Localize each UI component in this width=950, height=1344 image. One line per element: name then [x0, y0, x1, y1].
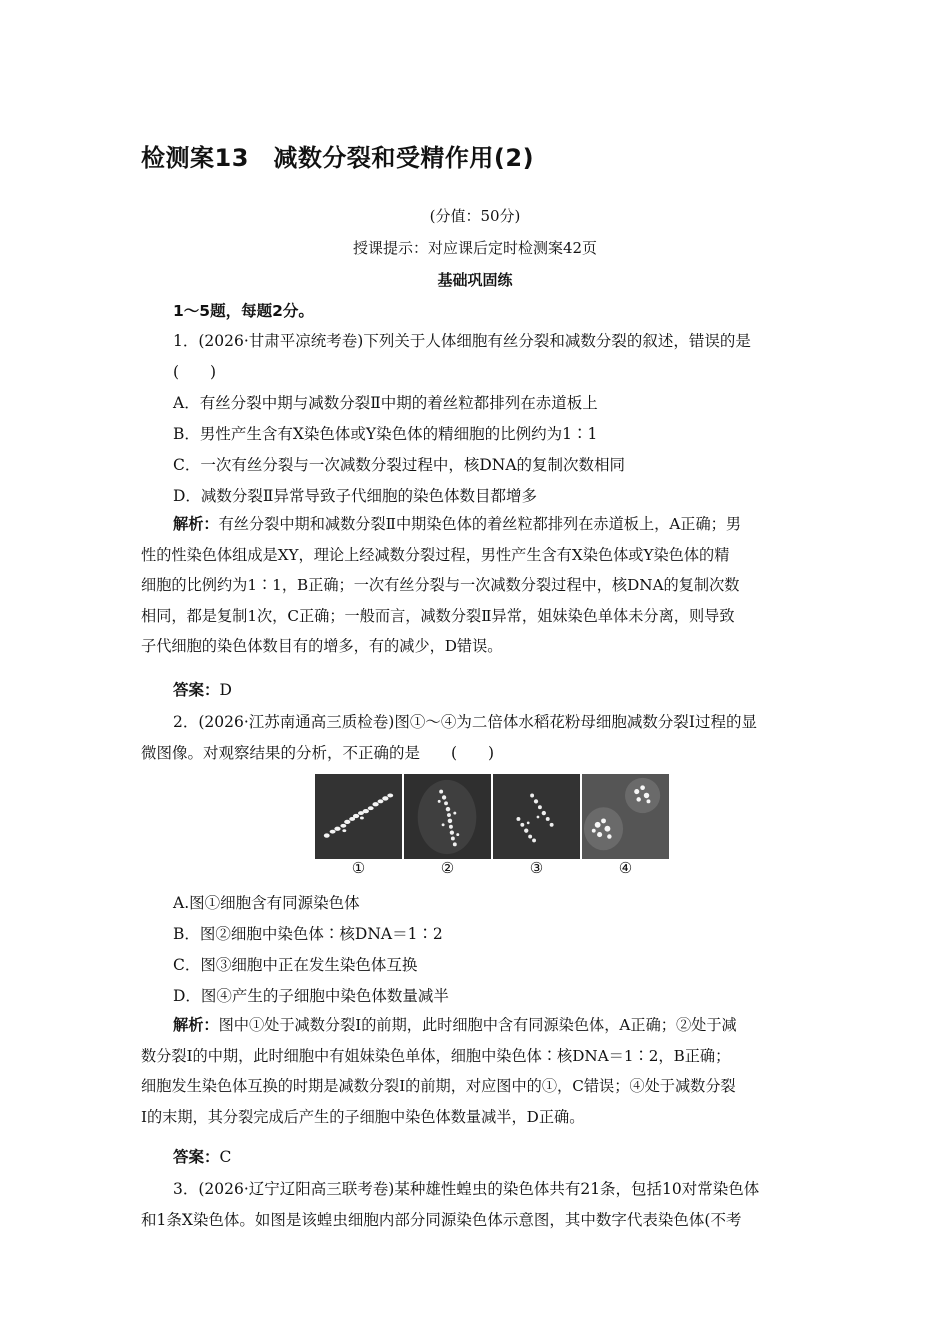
caption-4: ④ — [618, 859, 633, 877]
q1-analysis-line: 子代细胞的染色体数目有的增多，有的减少，D错误。 — [141, 637, 503, 655]
caption-2: ② — [440, 859, 455, 877]
q2-answer — [173, 1145, 231, 1167]
q2-analysis — [141, 1010, 811, 1132]
q1-option-c: C．一次有丝分裂与一次减数分裂过程中，核DNA的复制次数相同 — [173, 456, 626, 474]
micrograph-1 — [314, 773, 403, 860]
q3-stem-line1: 3．(2026·辽宁辽阳高三联考卷)某种雄性蝗虫的染色体共有21条，包括10对常染色体 — [173, 1180, 760, 1198]
q2-stem-line2: 微图像。对观察结果的分析，不正确的是 ( ) — [141, 744, 495, 762]
micrograph-4 — [581, 773, 670, 860]
lesson-hint: 授课提示：对应课后定时检测案42页 — [352, 239, 598, 257]
q2-analysis-line: 细胞发生染色体互换的时期是减数分裂Ⅰ的前期，对应图中的①，C错误；④处于减数分裂 — [141, 1077, 736, 1095]
q3-stem-line2: 和1条X染色体。如图是该蝗虫细胞内部分同源染色体示意图，其中数字代表染色体(不考 — [141, 1211, 742, 1229]
q2-option-c: C．图③细胞中正在发生染色体互换 — [173, 956, 418, 974]
caption-1: ① — [351, 859, 366, 877]
q2-stem-line1: 2．(2026·江苏南通高三质检卷)图①～④为二倍体水稻花粉母细胞减数分裂Ⅰ过程的显 — [173, 713, 757, 731]
micrograph-3 — [492, 773, 581, 860]
q2-option-b: B．图②细胞中染色体∶核DNA＝1∶2 — [173, 925, 443, 943]
q1-answer-label: 答案： — [173, 681, 220, 699]
q1-answer-value: D — [219, 681, 232, 699]
q1-option-b: B．男性产生含有X染色体或Y染色体的精细胞的比例约为1∶1 — [173, 425, 598, 443]
q1-answer — [173, 678, 232, 700]
q1-analysis-line: 相同，都是复制1次，C正确；一般而言，减数分裂Ⅱ异常，姐妹染色单体未分离，则导致 — [141, 606, 735, 625]
page-title: 检测案13 减数分裂和受精作用(2) — [141, 144, 535, 172]
q1-stem-line1: 1．(2026·甘肃平凉统考卷)下列关于人体细胞有丝分裂和减数分裂的叙述，错误的是 — [173, 332, 751, 350]
micrograph-2 — [403, 773, 492, 860]
group-note: 1～5题，每题2分。 — [173, 302, 314, 320]
q1-stem-line2: ( ) — [173, 363, 217, 381]
q1-option-a: A．有丝分裂中期与减数分裂Ⅱ中期的着丝粒都排列在赤道板上 — [173, 394, 598, 412]
q1-analysis-line: 有丝分裂中期和减数分裂Ⅱ中期染色体的着丝粒都排列在赤道板上，A正确；男 — [218, 515, 742, 533]
section-heading: 基础巩固练 — [437, 271, 513, 289]
q1-analysis-line: 细胞的比例约为1∶1，B正确；一次有丝分裂与一次减数分裂过程中，核DNA的复制次数 — [141, 576, 740, 594]
figure-captions — [314, 859, 670, 877]
q2-analysis-line: 数分裂Ⅰ的中期，此时细胞中有姐妹染色单体，细胞中染色体∶核DNA＝1∶2，B正确； — [141, 1046, 731, 1065]
caption-3: ③ — [529, 859, 544, 877]
q2-option-a: A.图①细胞含有同源染色体 — [173, 894, 360, 912]
q2-option-d: D．图④产生的子细胞中染色体数量减半 — [173, 987, 449, 1005]
q1-option-d: D．减数分裂Ⅱ异常导致子代细胞的染色体数目都增多 — [173, 487, 537, 505]
micrograph-figure — [314, 773, 670, 860]
q1-analysis-label: 解析： — [173, 515, 219, 533]
q2-answer-value: C — [219, 1148, 232, 1166]
q1-analysis — [141, 509, 811, 662]
q1-analysis-line: 性的性染色体组成是XY，理论上经减数分裂过程，男性产生含有X染色体或Y染色体的精 — [141, 545, 730, 564]
q2-analysis-line: 图中①处于减数分裂Ⅰ的前期，此时细胞中含有同源染色体，A正确；②处于减 — [218, 1016, 737, 1034]
q2-analysis-label: 解析： — [173, 1016, 219, 1034]
q2-analysis-line: Ⅰ的末期，其分裂完成后产生的子细胞中染色体数量减半，D正确。 — [141, 1107, 585, 1126]
q2-answer-label: 答案： — [173, 1148, 220, 1166]
score-note: (分值：50分) — [429, 207, 521, 225]
